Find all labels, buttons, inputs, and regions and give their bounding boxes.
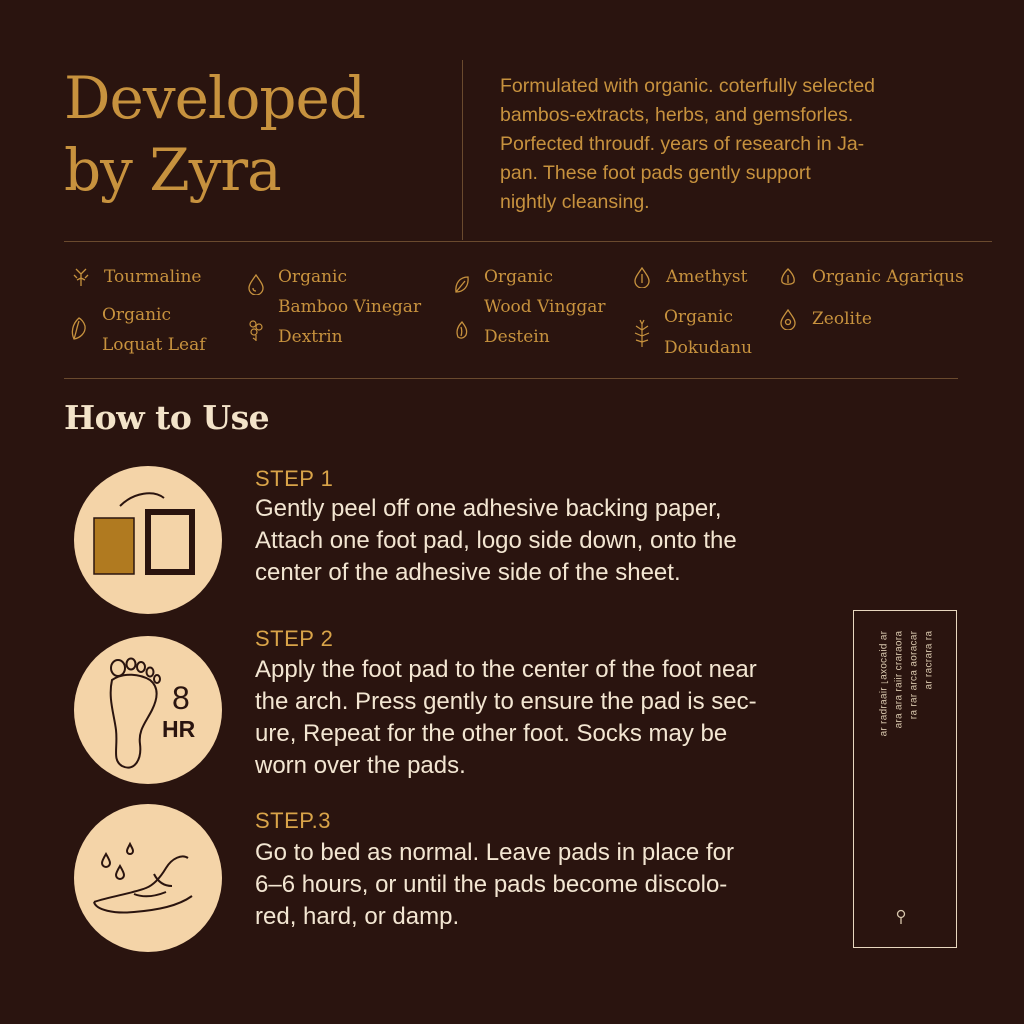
ingredient-label: Destein bbox=[484, 327, 550, 347]
intro-line: nightly cleansing. bbox=[500, 191, 650, 213]
mushroom-icon bbox=[778, 262, 802, 292]
step-line: the arch. Press gently to ensure the pad is sec- bbox=[255, 688, 757, 715]
amethyst-drop-icon bbox=[632, 262, 656, 292]
header-divider bbox=[462, 60, 463, 240]
intro-line: pan. These foot pads gently support bbox=[500, 162, 811, 184]
title-line-1: Developed bbox=[64, 64, 365, 132]
key-icon bbox=[894, 909, 908, 925]
step-line: 6–6 hours, or until the pads become discolo- bbox=[255, 871, 728, 898]
label-line: ɐɹoɐɹɐɹɔ ɹᴉᴉɐɹ ɐɹɐ ɐɹɐ bbox=[893, 631, 904, 729]
how-to-use-heading: How to Use bbox=[64, 398, 270, 437]
step-line: Apply the foot pad to the center of the foot near bbox=[255, 656, 757, 683]
ingredient-tourmaline bbox=[70, 262, 201, 292]
ingredient-label: Dextrin bbox=[278, 327, 343, 347]
label-text bbox=[878, 631, 938, 901]
water-drop-icon bbox=[246, 273, 266, 295]
ingredient-label: Bamboo Vinegar bbox=[278, 297, 422, 317]
ingredient-dokudanu bbox=[630, 302, 752, 364]
ingredient-agariqus bbox=[778, 262, 964, 292]
ingredient-amethyst bbox=[632, 262, 747, 292]
step-2-text bbox=[255, 654, 757, 782]
step-line: Attach one foot pad, logo side down, onto the bbox=[255, 527, 737, 554]
seed-icon bbox=[452, 319, 472, 341]
step-3-text bbox=[255, 837, 734, 933]
divider-top bbox=[64, 241, 992, 242]
hand-drops-icon bbox=[74, 804, 222, 952]
ingredient-label: Tourmaline bbox=[104, 267, 202, 287]
step-line: red, hard, or damp. bbox=[255, 903, 460, 930]
step-2-label: STEP 2 bbox=[255, 626, 334, 651]
ingredient-label: Organic bbox=[278, 267, 347, 287]
ingredient-label: Loquat Leaf bbox=[102, 335, 206, 355]
ingredients-grid bbox=[64, 260, 964, 370]
bamboo-icons bbox=[244, 262, 268, 352]
intro-text bbox=[500, 72, 970, 217]
step-line: Go to bed as normal. Leave pads in place for bbox=[255, 839, 734, 866]
intro-line: Formulated with organic. coterfully selected bbox=[500, 75, 876, 97]
herb-cluster-icon bbox=[245, 316, 267, 342]
herb-sprig-icon bbox=[630, 302, 654, 364]
ingredient-zeolite bbox=[778, 304, 872, 334]
step-line: worn over the pads. bbox=[255, 752, 466, 779]
ingredient-label: Amethyst bbox=[666, 267, 748, 287]
ingredient-label: Organic bbox=[664, 307, 733, 327]
divider-bottom bbox=[64, 378, 958, 379]
duration-number: 8 bbox=[172, 680, 190, 716]
step-line: center of the adhesive side of the sheet. bbox=[255, 559, 681, 586]
step-1-illustration bbox=[74, 466, 222, 614]
step-2-illustration bbox=[74, 636, 222, 784]
step-line: ure, Repeat for the other foot. Socks may be bbox=[255, 720, 728, 747]
ingredient-label: Zeolite bbox=[812, 309, 872, 329]
peel-pad-icon bbox=[74, 466, 222, 614]
ingredient-label: Wood Vinggar bbox=[484, 297, 606, 317]
step-3-illustration bbox=[74, 804, 222, 952]
label-line: ɹɐɔɐɹoɐ ɐɔɹɐ ɹɐɹ ɐɹ bbox=[908, 631, 919, 720]
title-line-2: by Zyra bbox=[64, 136, 281, 204]
duration-unit: HR bbox=[162, 716, 196, 742]
ingredient-label: Organic bbox=[102, 305, 171, 325]
ingredient-loquat-leaf bbox=[68, 300, 206, 360]
ingredient-label: Dokudanu bbox=[664, 338, 753, 358]
foot-icon bbox=[74, 636, 222, 784]
step-1-label: STEP 1 bbox=[255, 466, 334, 491]
step-line: Gently peel off one adhesive backing paper, bbox=[255, 495, 722, 522]
crystal-sprig-icon bbox=[70, 262, 94, 292]
wood-icons bbox=[450, 262, 474, 352]
page-title bbox=[64, 62, 444, 206]
step-3-label: STEP.3 bbox=[255, 808, 331, 833]
intro-line: bambos-extracts, herbs, and gemsforles. bbox=[500, 104, 854, 126]
leaf-icon bbox=[452, 274, 472, 296]
ingredient-wood-vinegar-destein bbox=[450, 262, 605, 352]
step-1-text bbox=[255, 493, 737, 589]
ingredient-label: Organic Agariqus bbox=[812, 267, 964, 287]
loquat-leaf-icon bbox=[68, 300, 92, 358]
ingredient-label: Organic bbox=[484, 267, 553, 287]
intro-line: Porfected throudf. years of research in Ja- bbox=[500, 133, 865, 155]
ingredient-bamboo-vinegar-dextrin bbox=[244, 262, 421, 352]
package-label-box bbox=[853, 610, 957, 948]
label-line: ɐɹ ɐɹɐɹɔɐɹ ɹɐ bbox=[923, 631, 934, 690]
label-line: ɹɐ pᴉɐɔoxɐ˥ ɹᴉɐɐɹpɐɹ ɹɐ bbox=[878, 631, 889, 737]
zeolite-drop-icon bbox=[778, 304, 802, 334]
